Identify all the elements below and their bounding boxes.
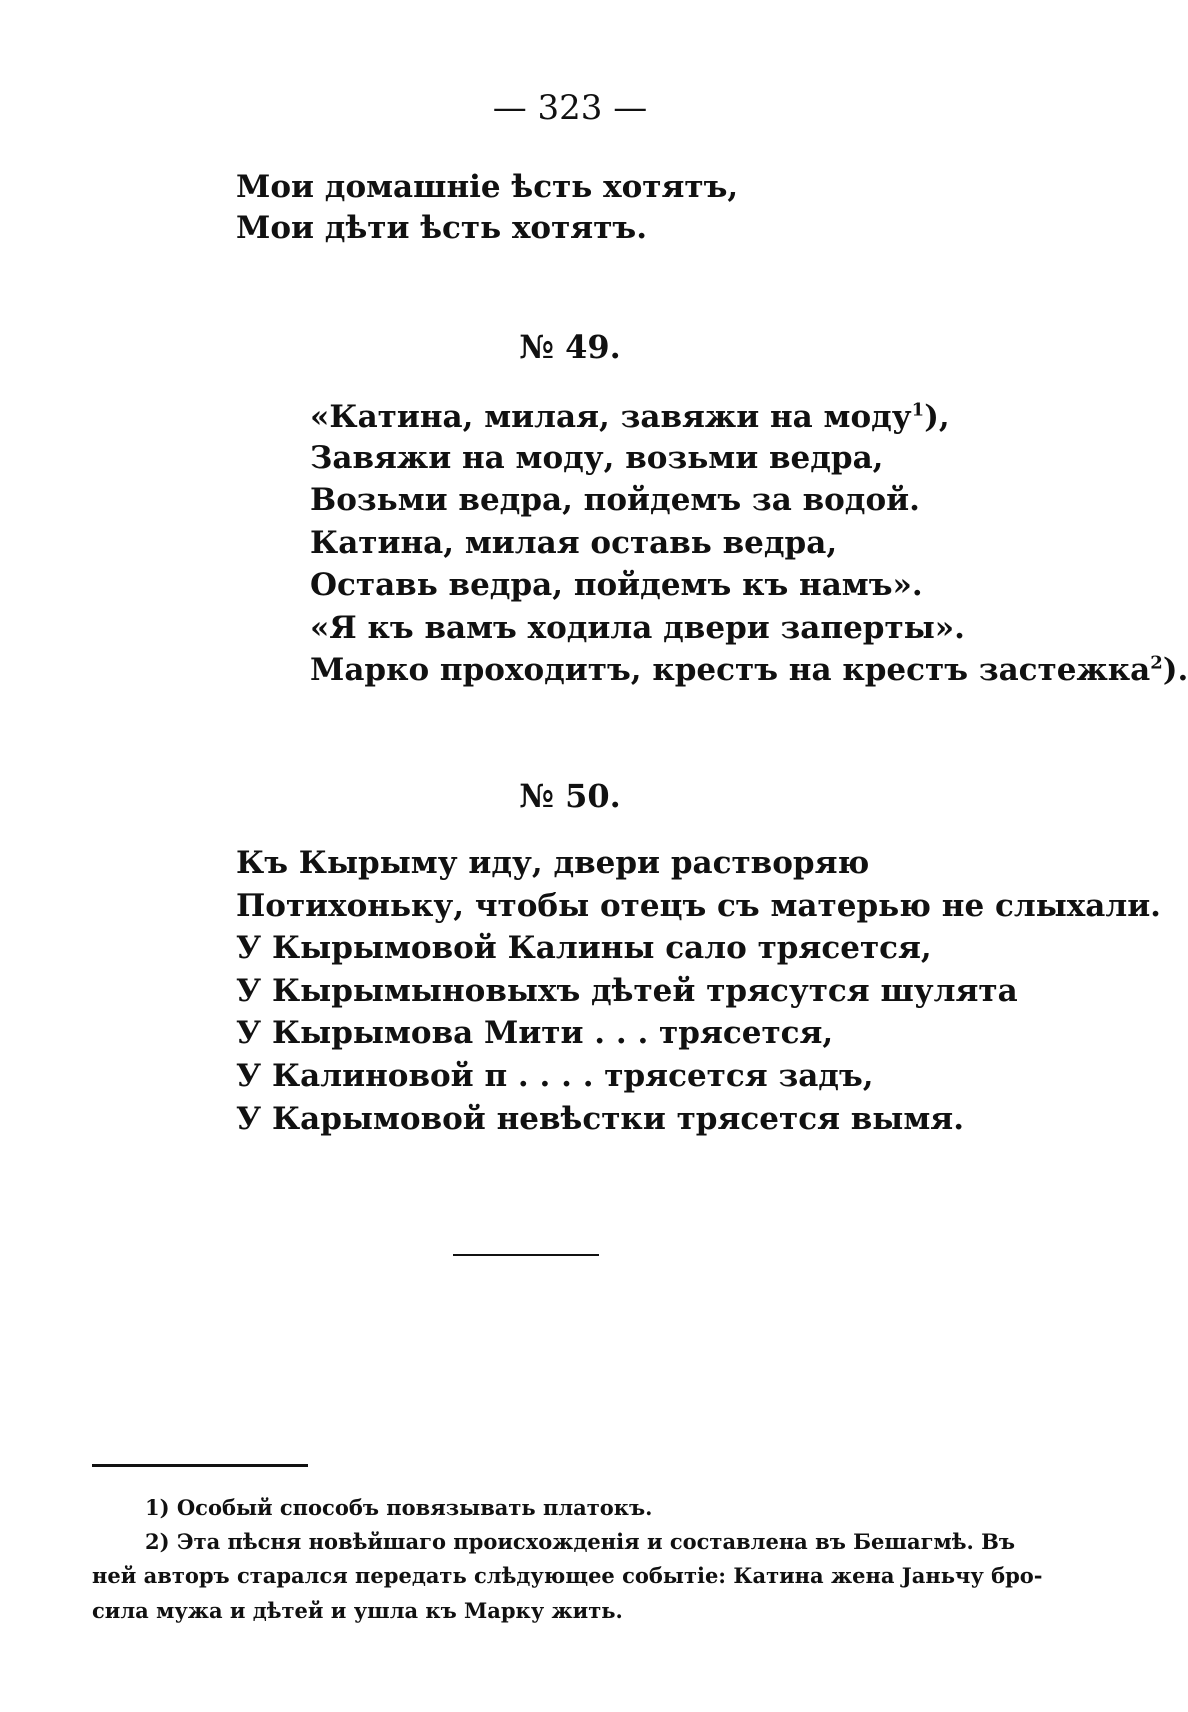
song-49-line: «Катина, милая, завяжи на моду$^1$), (310, 399, 950, 435)
section-end-rule (453, 1254, 599, 1256)
intro-verse-line: Мои дѣти ѣсть хотятъ. (236, 210, 647, 246)
song-50-line: Потихоньку, чтобы отецъ съ матерью не слыхали. (236, 888, 1161, 924)
song-49-line: Завяжи на моду, возьми ведра, (310, 440, 884, 476)
footnote-2-continued: сила мужа и дѣтей и ушла къ Марку жить. (92, 1598, 623, 1623)
song-50-line: У Кырымыновыхъ дѣтей трясутся шулята (236, 973, 1018, 1009)
song-49-line: «Я къ вамъ ходила двери заперты». (310, 610, 965, 646)
song-50-line: У Калиновой п . . . . трясется задъ, (236, 1058, 874, 1094)
footnote-2: 2) Эта пѣсня новѣйшаго происхожденія и составлена въ Бешагмѣ. Въ (145, 1529, 1015, 1554)
song-50-line: У Кырымова Мити . . . трясется, (236, 1015, 834, 1051)
footnote-ref-2: 2 (1150, 652, 1163, 674)
footnote-ref-1: 1 (911, 399, 925, 421)
song-50-heading: № 50. (519, 777, 621, 815)
footnote-1: 1) Особый способъ повязывать платокъ. (145, 1495, 653, 1520)
song-50-line: Къ Кырыму иду, двери растворяю (236, 845, 870, 881)
song-49-line: Марко проходитъ, крестъ на крестъ застежка$^2$). (310, 652, 1188, 688)
song-49-line: Катина, милая оставь ведра, (310, 525, 838, 561)
song-49-line: Возьми ведра, пойдемъ за водой. (310, 482, 920, 518)
footnote-2-continued: ней авторъ старался передать слѣдующее событіе: Катина жена Јаньчу бро- (92, 1563, 1043, 1588)
footnote-separator (92, 1464, 308, 1467)
intro-verse-line: Мои домашніе ѣсть хотятъ, (236, 169, 739, 205)
song-50-line: У Кырымовой Калины сало трясется, (236, 930, 932, 966)
page-number: — 323 — (492, 88, 648, 128)
song-50-line: У Карымовой невѣстки трясется вымя. (236, 1101, 965, 1137)
song-49-heading: № 49. (519, 328, 621, 366)
song-49-line: Оставь ведра, пойдемъ къ намъ». (310, 567, 923, 603)
